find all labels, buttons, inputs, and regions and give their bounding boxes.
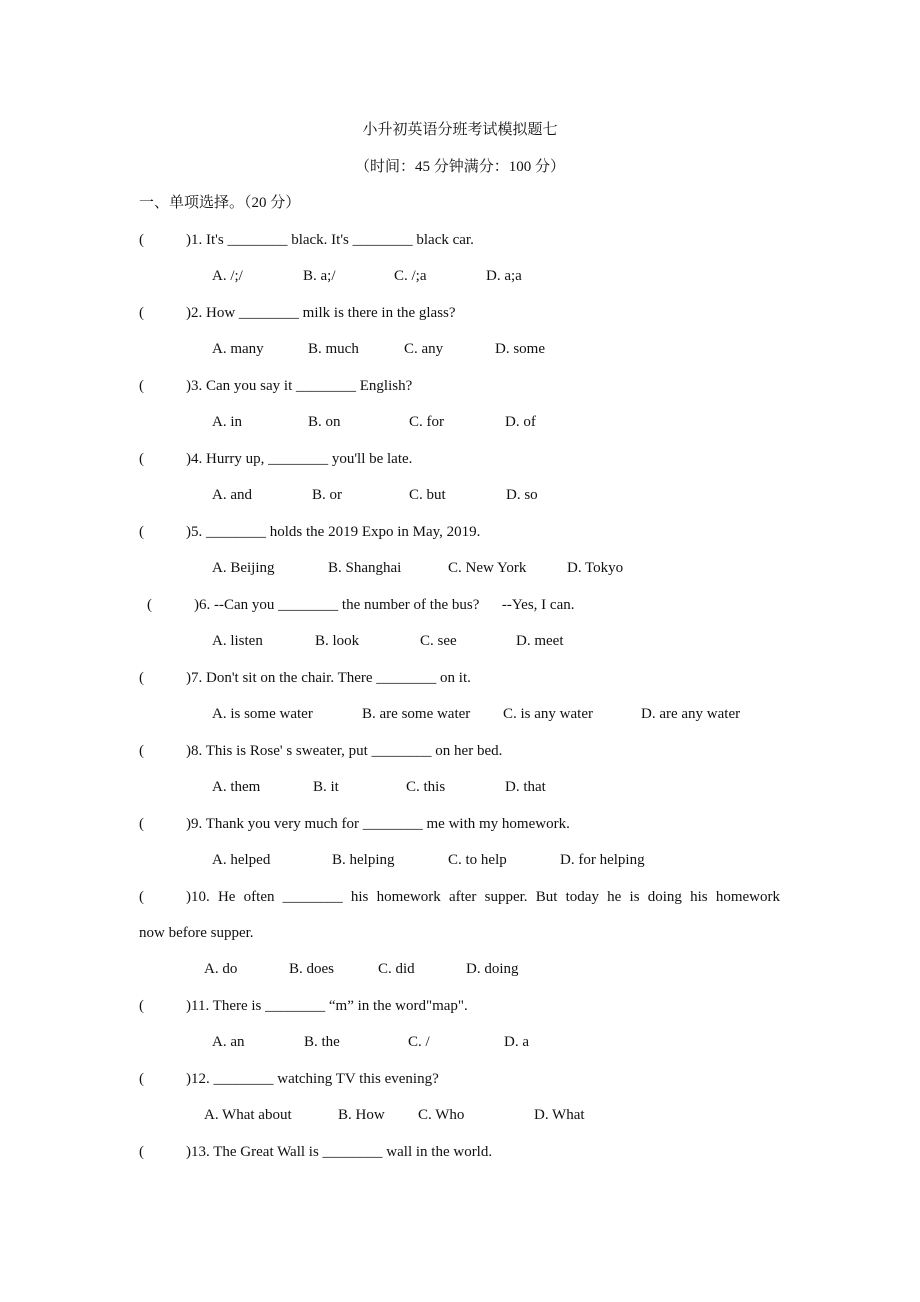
question-text: )3. Can you say it ________ English? [186, 378, 413, 394]
answer-option: C. /;a [394, 268, 427, 284]
answer-option: B. a;/ [303, 268, 336, 284]
question-text: )7. Don't sit on the chair. There ________ on it. [186, 670, 471, 686]
answer-option: C. / [408, 1034, 430, 1050]
exam-subtitle: （时间：45 分钟满分：100 分） [354, 159, 565, 175]
answer-option: B. helping [332, 852, 395, 868]
answer-option: A. /;/ [212, 268, 243, 284]
answer-option: D. a;a [486, 268, 522, 284]
answer-blank-paren: ( [139, 743, 144, 759]
answer-option: C. to help [448, 852, 507, 868]
answer-blank-paren: ( [139, 889, 144, 905]
question-text: )5. ________ holds the 2019 Expo in May, 2019. [186, 524, 481, 540]
question-text: )8. This is Rose' s sweater, put ________ on her bed. [186, 743, 503, 759]
answer-blank-paren: ( [139, 816, 144, 832]
answer-blank-paren: ( [139, 378, 144, 394]
question-text: )4. Hurry up, ________ you'll be late. [186, 451, 413, 467]
answer-blank-paren: ( [139, 305, 144, 321]
answer-option: D. so [506, 487, 538, 503]
answer-option: A. do [204, 961, 238, 977]
answer-option: A. and [212, 487, 252, 503]
answer-blank-paren: ( [139, 232, 144, 248]
answer-option: C. Who [418, 1107, 465, 1123]
answer-option: D. are any water [641, 706, 741, 722]
section-heading: 一、单项选择。（20 分） [139, 195, 301, 211]
answer-option: B. much [308, 341, 359, 357]
answer-option: D. of [505, 414, 536, 430]
answer-option: D. some [495, 341, 545, 357]
answer-option: C. for [409, 414, 444, 430]
question-text: )9. Thank you very much for ________ me with my homework. [186, 816, 570, 832]
answer-option: B. or [312, 487, 342, 503]
answer-option: B. are some water [362, 706, 471, 722]
answer-blank-paren: ( [139, 1071, 144, 1087]
answer-option: A. many [212, 341, 264, 357]
question-text: )2. How ________ milk is there in the glass? [186, 305, 456, 321]
answer-option: D. for helping [560, 852, 645, 868]
answer-option: B. How [338, 1107, 385, 1123]
question-text: )10. He often ________ his homework after supper. But today he is doing his homework [186, 889, 780, 905]
answer-option: C. did [378, 961, 415, 977]
question-text: )13. The Great Wall is ________ wall in the world. [186, 1144, 493, 1160]
question-text: )11. There is ________ “m” in the word"map". [186, 998, 468, 1014]
answer-blank-paren: ( [139, 670, 144, 686]
answer-option: A. helped [212, 852, 271, 868]
answer-blank-paren: ( [139, 451, 144, 467]
answer-option: A. an [212, 1034, 245, 1050]
answer-option: D. that [505, 779, 546, 795]
answer-blank-paren: ( [139, 524, 144, 540]
exam-title: 小升初英语分班考试模拟题七 [362, 122, 558, 138]
answer-option: B. does [289, 961, 334, 977]
answer-option: B. on [308, 414, 341, 430]
answer-option: B. it [313, 779, 339, 795]
answer-option: A. in [212, 414, 242, 430]
answer-option: C. is any water [503, 706, 593, 722]
answer-option: D. doing [466, 961, 519, 977]
question-text: )1. It's ________ black. It's ________ black car. [186, 232, 474, 248]
answer-option: D. a [504, 1034, 529, 1050]
answer-option: A. Beijing [212, 560, 275, 576]
answer-blank-paren: ( [147, 597, 152, 613]
answer-option: C. see [420, 633, 457, 649]
answer-option: B. the [304, 1034, 340, 1050]
answer-option: A. listen [212, 633, 263, 649]
answer-blank-paren: ( [139, 1144, 144, 1160]
answer-option: C. any [404, 341, 444, 357]
answer-option: C. but [409, 487, 446, 503]
question-text-continuation: now before supper. [139, 925, 254, 941]
question-text: )6. --Can you ________ the number of the bus? --Yes, I can. [194, 597, 575, 613]
answer-option: D. What [534, 1107, 585, 1123]
question-text: )12. ________ watching TV this evening? [186, 1071, 439, 1087]
answer-option: D. meet [516, 633, 564, 649]
answer-option: A. is some water [212, 706, 313, 722]
answer-option: A. What about [204, 1107, 292, 1123]
answer-option: B. look [315, 633, 360, 649]
answer-option: A. them [212, 779, 261, 795]
answer-option: D. Tokyo [567, 560, 624, 576]
answer-option: C. this [406, 779, 446, 795]
answer-option: B. Shanghai [328, 560, 402, 576]
answer-blank-paren: ( [139, 998, 144, 1014]
answer-option: C. New York [448, 560, 527, 576]
